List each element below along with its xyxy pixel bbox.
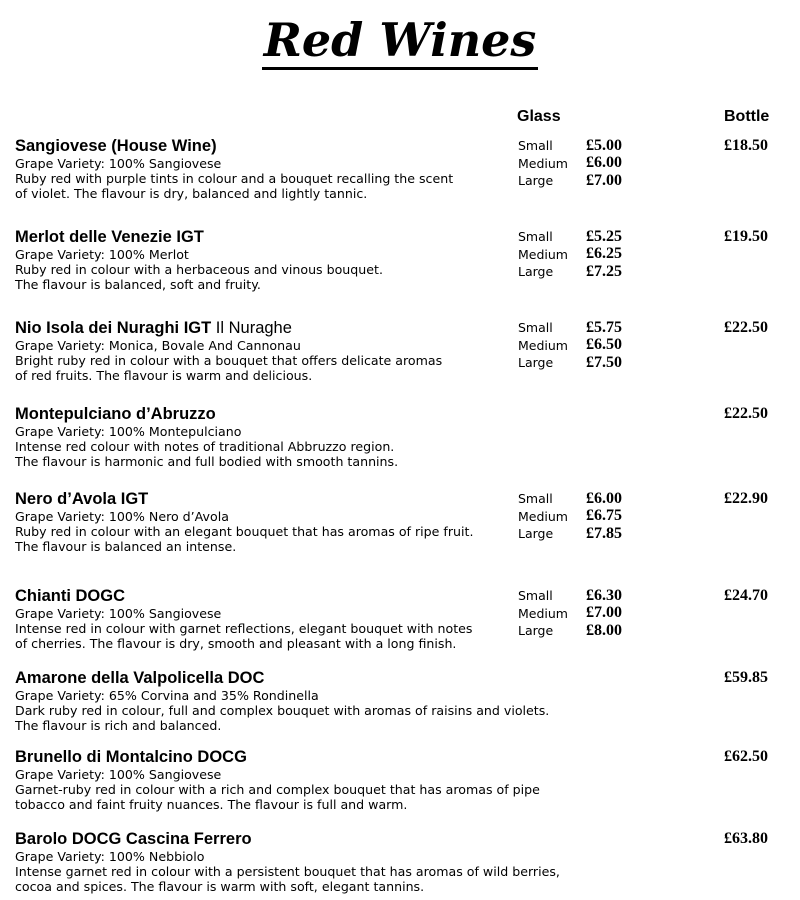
glass-price: £6.50: [586, 336, 622, 354]
wine-name: [15, 405, 795, 424]
glass-size-label: Medium: [518, 246, 568, 262]
page-title-text: Red Wines: [262, 13, 539, 70]
wine-entry: [15, 405, 795, 469]
wine-name-text: Chianti DOGC: [15, 587, 125, 605]
grape-variety: Grape Variety: 100% Nero d’Avola: [15, 509, 229, 524]
wine-description: Ruby red with purple tints in colour and a bouquet recalling the scent of violet. The flavour is dry, balanced and lightly tannic.: [15, 171, 454, 201]
wine-description: Intense garnet red in colour with a persistent bouquet that has aromas of wild berries, cocoa and spices. The flavour is warm with soft, elegant tannins.: [15, 864, 560, 894]
bottle-price: £19.50: [724, 228, 768, 245]
bottle-price: £22.90: [724, 490, 768, 507]
glass-price: £7.50: [586, 353, 622, 371]
wine-entry: [15, 748, 795, 812]
glass-size-label: Small: [518, 229, 553, 245]
glass-prices: [518, 490, 638, 543]
grape-variety: Grape Variety: 100% Merlot: [15, 247, 189, 262]
wine-entry: [15, 137, 795, 201]
glass-price: £6.00: [586, 489, 622, 507]
wine-entry: [15, 669, 795, 733]
glass-price-row: [518, 337, 638, 355]
wine-entry: [15, 228, 795, 292]
grape-variety: Grape Variety: 100% Sangiovese: [15, 606, 222, 621]
wine-name: [15, 669, 795, 688]
glass-price-row: [518, 172, 638, 190]
glass-price: £5.00: [586, 136, 622, 154]
glass-price: £5.25: [586, 227, 622, 245]
glass-price: £5.75: [586, 318, 622, 336]
wine-entry: [15, 830, 795, 894]
glass-size-label: Large: [518, 264, 554, 280]
bottle-price: £63.80: [724, 830, 768, 847]
glass-price-row: [518, 587, 638, 605]
wine-name-text: Montepulciano d’Abruzzo: [15, 405, 216, 423]
bottle-price: £62.50: [724, 748, 768, 765]
grape-variety: Grape Variety: 100% Sangiovese: [15, 767, 222, 782]
wine-description: Intense red in colour with garnet reflections, elegant bouquet with notes of cherries. The flavour is dry, smooth and pleasant with a long finish.: [15, 621, 473, 651]
glass-price-row: [518, 508, 638, 526]
bottle-price: £18.50: [724, 137, 768, 154]
glass-price: £7.00: [586, 604, 622, 622]
glass-size-label: Medium: [518, 605, 568, 621]
glass-size-label: Small: [518, 138, 553, 154]
bottle-column-header: Bottle: [724, 108, 770, 125]
glass-prices: [518, 228, 638, 281]
grape-variety: Grape Variety: 65% Corvina and 35% Rondinella: [15, 688, 319, 703]
wine-name: [15, 228, 795, 247]
bottle-price: £22.50: [724, 319, 768, 336]
glass-price-row: [518, 155, 638, 173]
wine-description: Bright ruby red in colour with a bouquet that offers delicate aromas of red fruits. The flavour is warm and delicious.: [15, 353, 443, 383]
glass-prices: [518, 319, 638, 372]
wine-name-text: Nio Isola dei Nuraghi IGT: [15, 319, 212, 337]
glass-price: £8.00: [586, 621, 622, 639]
glass-column-header: Glass: [517, 108, 561, 125]
wine-name-producer: Il Nuraghe: [211, 319, 292, 337]
wine-description: Ruby red in colour with a herbaceous and vinous bouquet. The flavour is balanced, soft and fruity.: [15, 262, 383, 292]
wine-entry: [15, 319, 795, 383]
wine-entry: [15, 490, 795, 554]
glass-price-row: [518, 228, 638, 246]
glass-size-label: Large: [518, 526, 554, 542]
glass-size-label: Large: [518, 355, 554, 371]
glass-price: £6.75: [586, 507, 622, 525]
wine-description: Ruby red in colour with an elegant bouquet that has aromas of ripe fruit. The flavour is balanced an intense.: [15, 524, 474, 554]
wine-description: Garnet-ruby red in colour with a rich and complex bouquet that has aromas of pipe tobacco and faint fruity nuances. The flavour is full and warm.: [15, 782, 540, 812]
glass-size-label: Large: [518, 623, 554, 639]
wine-name-text: Merlot delle Venezie IGT: [15, 228, 204, 246]
glass-price: £7.85: [586, 524, 622, 542]
wine-name: [15, 319, 795, 338]
glass-size-label: Small: [518, 320, 553, 336]
glass-price-row: [518, 605, 638, 623]
wine-description: Intense red colour with notes of traditional Abbruzzo region. The flavour is harmonic and full bodied with smooth tannins.: [15, 439, 399, 469]
grape-variety: Grape Variety: 100% Sangiovese: [15, 156, 222, 171]
glass-price: £6.25: [586, 245, 622, 263]
wine-name-text: Amarone della Valpolicella DOC: [15, 669, 265, 687]
wine-name-text: Brunello di Montalcino DOCG: [15, 748, 247, 766]
glass-size-label: Small: [518, 588, 553, 604]
wine-name: [15, 137, 795, 156]
glass-price-row: [518, 246, 638, 264]
wine-name: [15, 490, 795, 509]
glass-price: £6.30: [586, 586, 622, 604]
glass-price-row: [518, 490, 638, 508]
glass-price-row: [518, 263, 638, 281]
glass-price: £7.00: [586, 171, 622, 189]
glass-price-row: [518, 525, 638, 543]
glass-price: £6.00: [586, 154, 622, 172]
glass-size-label: Small: [518, 491, 553, 507]
glass-size-label: Medium: [518, 337, 568, 353]
grape-variety: Grape Variety: Monica, Bovale And Cannonau: [15, 338, 301, 353]
glass-price-row: [518, 622, 638, 640]
wine-description: Dark ruby red in colour, full and complex bouquet with aromas of raisins and violets. The flavour is rich and balanced.: [15, 703, 550, 733]
wine-name: [15, 748, 795, 767]
wine-name-text: Sangiovese (House Wine): [15, 137, 217, 155]
wine-name-text: Nero d’Avola IGT: [15, 490, 149, 508]
glass-price-row: [518, 319, 638, 337]
glass-prices: [518, 587, 638, 640]
grape-variety: Grape Variety: 100% Montepulciano: [15, 424, 242, 439]
glass-price-row: [518, 354, 638, 372]
bottle-price: £22.50: [724, 405, 768, 422]
wine-name: [15, 587, 795, 606]
glass-size-label: Medium: [518, 508, 568, 524]
bottle-price: £59.85: [724, 669, 768, 686]
grape-variety: Grape Variety: 100% Nebbiolo: [15, 849, 205, 864]
glass-price-row: [518, 137, 638, 155]
glass-prices: [518, 137, 638, 190]
wine-name: [15, 830, 795, 849]
glass-size-label: Large: [518, 173, 554, 189]
wine-name-text: Barolo DOCG Cascina Ferrero: [15, 830, 252, 848]
glass-price: £7.25: [586, 262, 622, 280]
glass-size-label: Medium: [518, 155, 568, 171]
page-title: [0, 10, 800, 70]
bottle-price: £24.70: [724, 587, 768, 604]
wine-entry: [15, 587, 795, 651]
